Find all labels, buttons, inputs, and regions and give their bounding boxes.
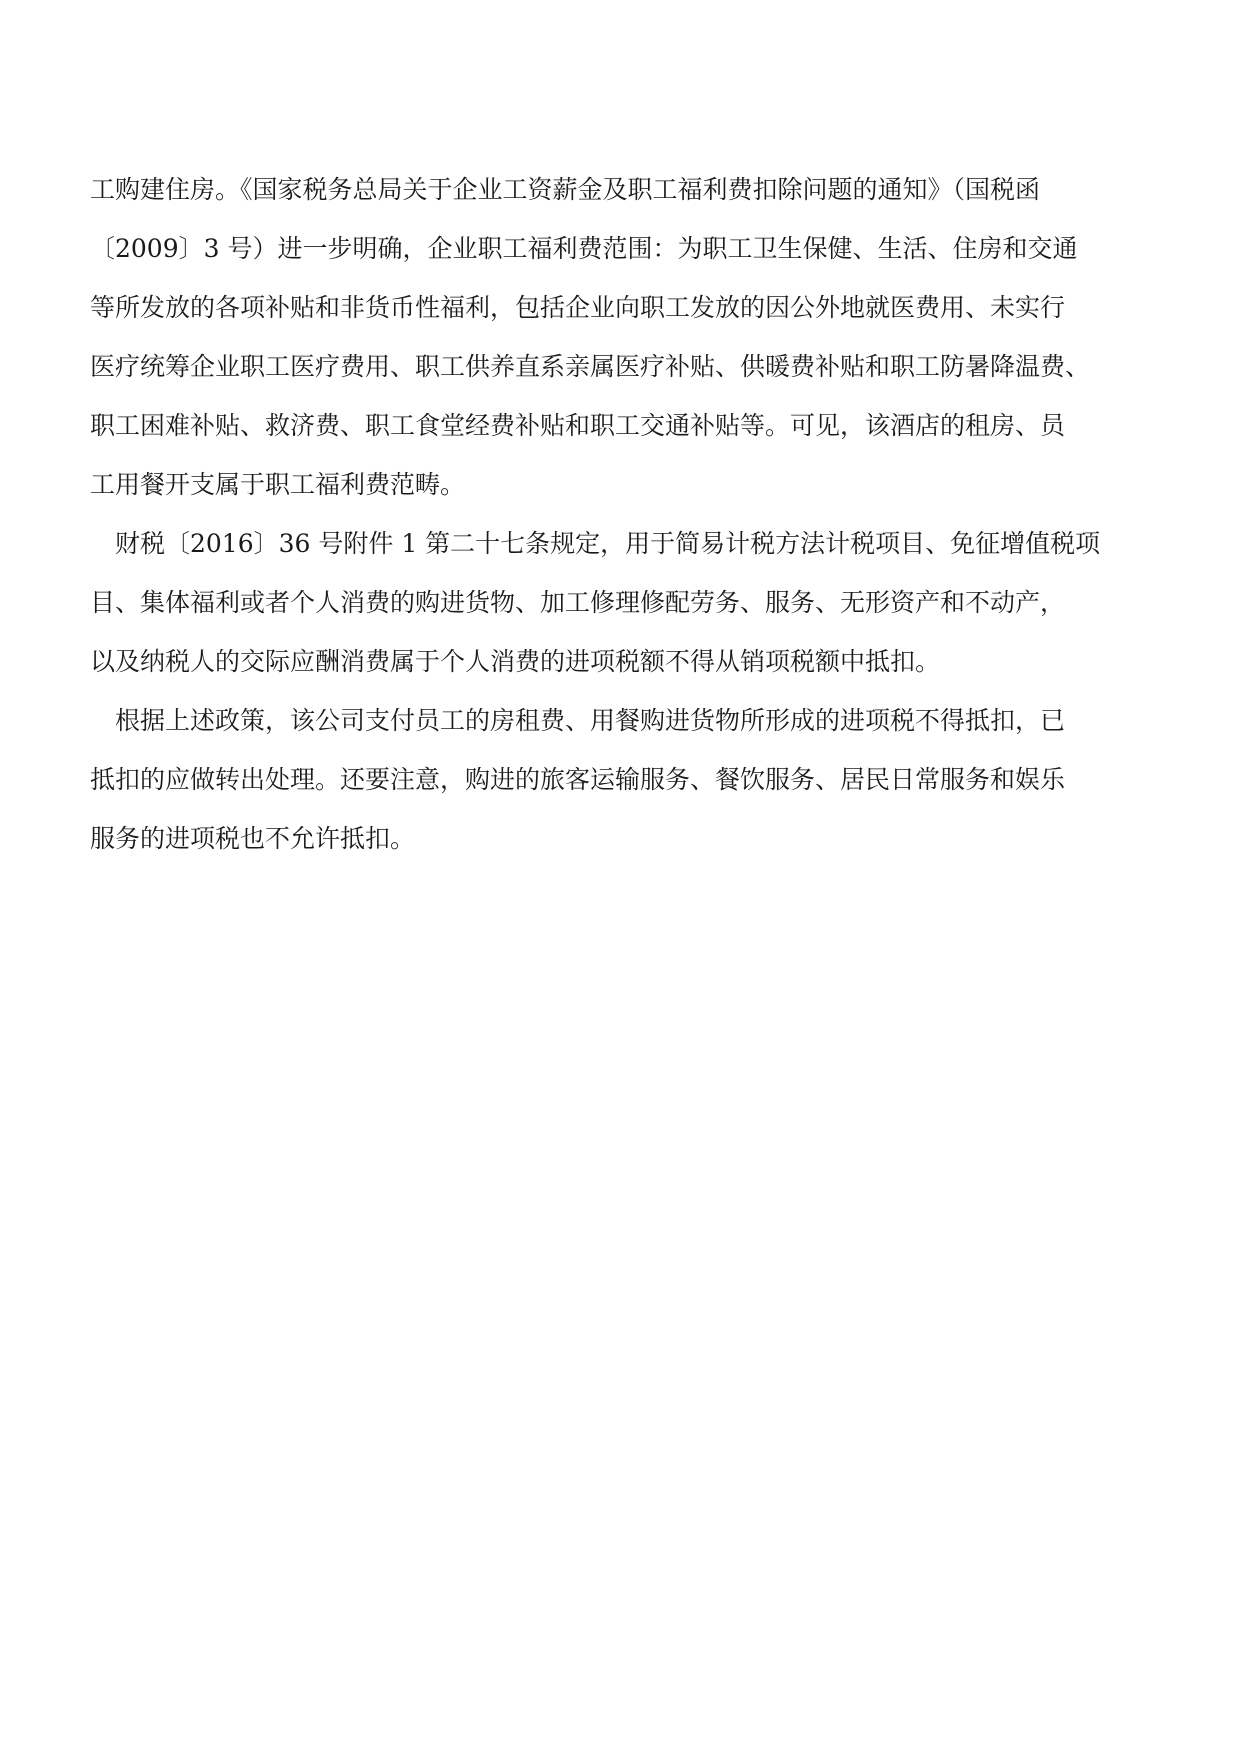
paragraph-line: 根据上述政策，该公司支付员工的房租费、用餐购进货物所形成的进项税不得抵扣，已	[90, 706, 1066, 735]
paragraph-line: 医疗统筹企业职工医疗费用、职工供养直系亲属医疗补贴、供暖费补贴和职工防暑降温费、	[90, 352, 1091, 381]
paragraph-2	[90, 514, 1152, 691]
paragraph-line: 抵扣的应做转出处理。还要注意，购进的旅客运输服务、餐饮服务、居民日常服务和娱乐	[90, 765, 1066, 794]
paragraph-3	[90, 691, 1152, 868]
paragraph-line: 财税〔2016〕36 号附件 1 第二十七条规定，用于简易计税方法计税项目、免征增值税项	[90, 529, 1101, 558]
paragraph-line: 服务的进项税也不允许抵扣。	[90, 824, 416, 853]
paragraph-line: 目、集体福利或者个人消费的购进货物、加工修理修配劳务、服务、无形资产和不动产，	[90, 588, 1066, 617]
paragraph-1	[90, 160, 1152, 514]
paragraph-line: 职工困难补贴、救济费、职工食堂经费补贴和职工交通补贴等。可见，该酒店的租房、员	[90, 411, 1066, 440]
paragraph-line: 工购建住房。《国家税务总局关于企业工资薪金及职工福利费扣除问题的通知》（国税函	[90, 175, 1041, 204]
paragraph-line: 等所发放的各项补贴和非货币性福利，包括企业向职工发放的因公外地就医费用、未实行	[90, 293, 1066, 322]
document-body	[90, 160, 1152, 868]
paragraph-line: 〔2009〕3 号）进一步明确，企业职工福利费范围：为职工卫生保健、生活、住房和交通	[90, 234, 1078, 263]
paragraph-line: 工用餐开支属于职工福利费范畴。	[90, 470, 466, 499]
paragraph-line: 以及纳税人的交际应酬消费属于个人消费的进项税额不得从销项税额中抵扣。	[90, 647, 941, 676]
